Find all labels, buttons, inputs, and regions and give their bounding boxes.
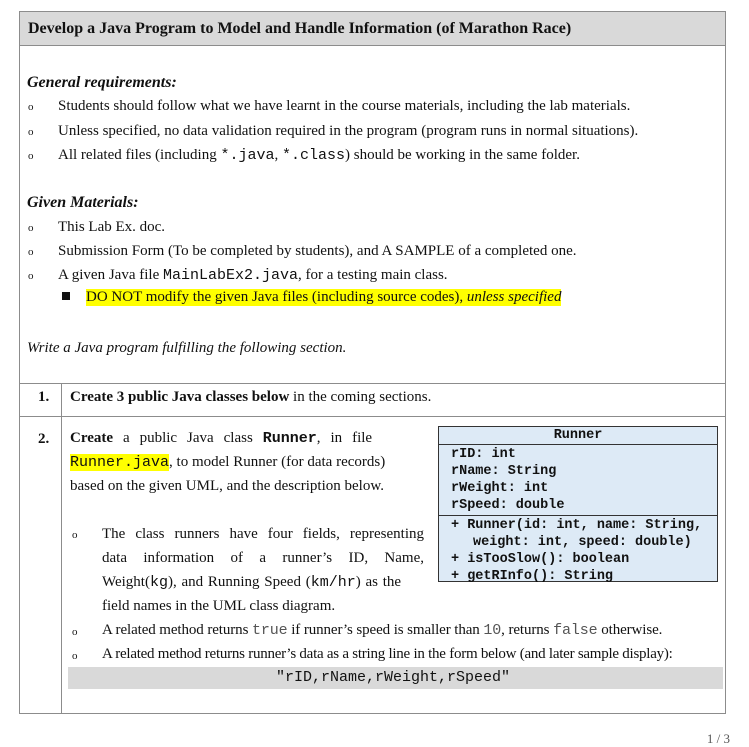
fields-line-1: The class runners have four fields, representing (102, 526, 424, 542)
method-desc-2: A related method returns runner’s data as a string line in the form below (and later sample display): (102, 646, 673, 662)
bullet-icon: o (28, 270, 34, 282)
intro-text: Write a Java program fulfilling the following section. (27, 340, 347, 356)
uml-attribute: rID: int (451, 447, 516, 462)
section-2-number: 2. (38, 431, 50, 447)
section-1-number: 1. (38, 389, 50, 405)
section-2-line-3: based on the given UML, and the description below. (70, 478, 384, 494)
page-number: 1 / 3 (706, 731, 730, 746)
divider (19, 383, 726, 384)
bullet-icon: o (28, 126, 34, 138)
section-2-line-2: Runner.java, to model Runner (for data records) (70, 454, 386, 471)
column-divider (61, 383, 62, 714)
general-item-3: All related files (including *.java, *.class) should be working in the same folder. (58, 147, 580, 164)
fields-line-4: field names in the UML class diagram. (102, 598, 336, 614)
general-item-2: Unless specified, no data validation required in the program (program runs in normal situations). (58, 123, 639, 139)
bullet-icon: o (72, 650, 78, 662)
title-bar (19, 11, 726, 46)
uml-operation-constructor-cont: weight: int, speed: double) (473, 535, 692, 550)
uml-attributes (439, 445, 717, 516)
document-title: Develop a Java Program to Model and Handle Information (of Marathon Race) (28, 20, 572, 37)
square-bullet-icon (62, 292, 70, 300)
general-heading: General requirements: (27, 74, 177, 91)
fields-line-2: data information of a runner’s ID, Name, (102, 550, 424, 566)
uml-operation-constructor: + Runner(id: int, name: String, (451, 518, 703, 533)
bullet-icon: o (28, 246, 34, 258)
uml-class-diagram (438, 426, 718, 582)
given-heading: Given Materials: (27, 194, 139, 211)
section-1-text: Create 3 public Java classes below in the coming sections. (70, 389, 432, 405)
bullet-icon: o (72, 529, 78, 541)
uml-operations (439, 516, 717, 585)
section-2-line-1: Create a public Java class Runner, in file (70, 430, 373, 447)
format-string: "rID,rName,rWeight,rSpeed" (276, 669, 511, 686)
given-item-3: A given Java file MainLabEx2.java, for a testing main class. (58, 267, 448, 284)
general-item-1: Students should follow what we have learnt in the course materials, including the lab materials. (58, 98, 631, 114)
uml-operation: + getRInfo(): String (451, 569, 614, 584)
uml-class-name: Runner (439, 427, 717, 445)
format-box (68, 667, 723, 689)
fields-line-3: Weight(kg), and Running Speed (km/hr) as the (102, 574, 402, 591)
bullet-icon: o (28, 222, 34, 234)
uml-operation: + isTooSlow(): boolean (451, 552, 630, 567)
bullet-icon: o (72, 626, 78, 638)
method-desc-1: A related method returns true if runner’s speed is smaller than 10, returns false otherwise. (102, 622, 663, 639)
given-item-2: Submission Form (To be completed by students), and A SAMPLE of a completed one. (58, 243, 577, 259)
uml-attribute: rWeight: int (451, 481, 549, 496)
bullet-icon: o (28, 150, 34, 162)
uml-attribute: rSpeed: double (451, 498, 565, 513)
divider (19, 416, 726, 417)
given-item-1: This Lab Ex. doc. (58, 219, 166, 235)
uml-attribute: rName: String (451, 464, 557, 479)
do-not-modify-note: DO NOT modify the given Java files (including source codes), unless specified (86, 289, 562, 305)
bullet-icon: o (28, 101, 34, 113)
